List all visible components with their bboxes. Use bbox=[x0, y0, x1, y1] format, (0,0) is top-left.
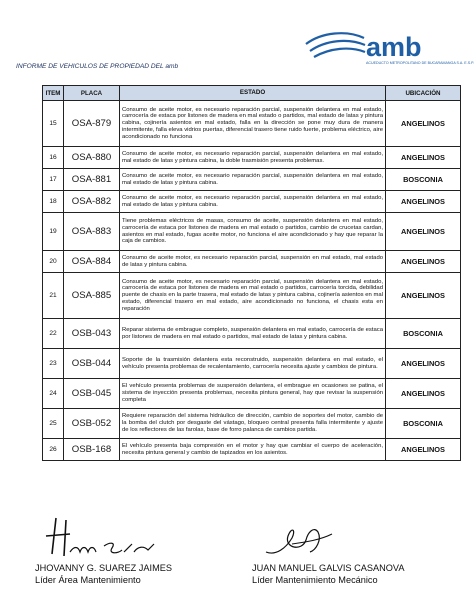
cell-estado: Consumo de aceite motor, es necesario reparación parcial, suspensión delantera en mal estado, mal estado de latas y pintura cabina, la doble trasmisión presenta problemas. bbox=[120, 147, 386, 169]
cell-ubicacion: ANGELINOS bbox=[386, 191, 461, 213]
cell-ubicacion: ANGELINOS bbox=[386, 213, 461, 251]
table-row bbox=[43, 147, 461, 169]
table-row bbox=[43, 251, 461, 273]
signature-name-1: JHOVANNY G. SUAREZ JAIMES bbox=[35, 563, 172, 573]
cell-item: 20 bbox=[43, 251, 64, 273]
cell-ubicacion: ANGELINOS bbox=[386, 349, 461, 379]
col-header-placa: PLACA bbox=[64, 86, 120, 101]
table-row bbox=[43, 439, 461, 461]
cell-item: 22 bbox=[43, 319, 64, 349]
cell-item: 23 bbox=[43, 349, 64, 379]
signature-suarez bbox=[36, 512, 156, 562]
cell-item: 24 bbox=[43, 379, 64, 409]
cell-ubicacion: ANGELINOS bbox=[386, 439, 461, 461]
table-row bbox=[43, 101, 461, 147]
signature-name-2: JUAN MANUEL GALVIS CASANOVA bbox=[252, 563, 405, 573]
cell-ubicacion: BOSCONIA bbox=[386, 319, 461, 349]
cell-estado: Tiene problemas eléctricos de masas, consumo de aceite, suspensión delantera en mal estado, carrocería de estaca por listones de madera en mal estado o partidos, cambio de crucetas cardan, asientos en mal estado, fugas aceite motor, no funciona el aire acondicionado y hay que reparar la caja de cambios. bbox=[120, 213, 386, 251]
cell-placa: OSA-879 bbox=[64, 101, 120, 147]
cell-estado: Consumo de aceite motor, es necesario reparación parcial, suspensión en mal estado, mal estado de latas y pintura cabina. bbox=[120, 251, 386, 273]
col-header-ubicacion: UBICACIÓN bbox=[386, 86, 461, 101]
signature-role-2: Líder Mantenimiento Mecánico bbox=[252, 575, 378, 585]
signature-role-1: Líder Área Mantenimiento bbox=[35, 575, 141, 585]
amb-logo bbox=[302, 24, 474, 76]
cell-ubicacion: ANGELINOS bbox=[386, 251, 461, 273]
cell-item: 21 bbox=[43, 273, 64, 319]
cell-item: 17 bbox=[43, 169, 64, 191]
cell-placa: OSB-044 bbox=[64, 349, 120, 379]
table-row bbox=[43, 319, 461, 349]
cell-item: 15 bbox=[43, 101, 64, 147]
cell-ubicacion: ANGELINOS bbox=[386, 147, 461, 169]
cell-ubicacion: BOSCONIA bbox=[386, 169, 461, 191]
table-row bbox=[43, 191, 461, 213]
cell-item: 18 bbox=[43, 191, 64, 213]
cell-estado: Consumo de aceite motor, es necesario reparación parcial, suspensión delantera en mal estado, carrocería de estaca por listones de madera en mal estado o partidos, mal estado de latas y pintura cabina, cojinería asientos en mal estado, falla en la dirección se pone muy dura de manera intermitente, falla eleva vidrios puertas, diferencial trasero tiene ruido fuerte, problema eléctrico, aire acondicionado no funciona bbox=[120, 101, 386, 147]
report-title: INFORME DE VEHICULOS DE PROPIEDAD DEL amb bbox=[16, 63, 179, 70]
table-row bbox=[43, 213, 461, 251]
table-header-row bbox=[43, 86, 461, 101]
signature-galvis bbox=[262, 522, 336, 560]
cell-placa: OSB-168 bbox=[64, 439, 120, 461]
cell-placa: OSB-045 bbox=[64, 379, 120, 409]
cell-estado: Consumo de aceite motor, es necesario reparación parcial, suspensión delantera en mal estado, carrocería de estaca por listones de madera en mal estado o partidos, carrocería torcida, debilidad puente de chasis en la parte trasera, mal estado de latas y pintura cabina, cojinería asientos en mal estado, diferencial trasero en mal estado, aire acondicionado no funciona, el chasis esta en reparación bbox=[120, 273, 386, 319]
table-row bbox=[43, 169, 461, 191]
cell-estado: El vehículo presenta baja compresión en el motor y hay que cambiar el cuerpo de aceleración, necesita pintura general y cambio de tapizados en los asientos. bbox=[120, 439, 386, 461]
table-row bbox=[43, 409, 461, 439]
cell-estado: Reparar sistema de embrague completo, suspensión delantera en mal estado, carrocería de estaca por listones de madera en mal estado o partidos, mal estado de latas y pintura cabina. bbox=[120, 319, 386, 349]
cell-estado: Consumo de aceite motor, es necesario reparación parcial, suspensión delantera en mal estado, mal estado de latas y pintura cabina. bbox=[120, 169, 386, 191]
cell-placa: OSA-884 bbox=[64, 251, 120, 273]
cell-placa: OSB-052 bbox=[64, 409, 120, 439]
cell-estado: Requiere reparación del sistema hidráulico de dirección, cambio de soportes del motor, cambio de la bomba del clutch por desgaste del vástago, bloqueo central presenta falla intermitente y ajuste de los reflectores de las farolas, base de forro palanca de cambios partida. bbox=[120, 409, 386, 439]
logo-wordmark: amb bbox=[366, 32, 422, 62]
cell-ubicacion: ANGELINOS bbox=[386, 273, 461, 319]
cell-ubicacion: ANGELINOS bbox=[386, 101, 461, 147]
col-header-item: ITEM bbox=[43, 86, 64, 101]
cell-estado: Soporte de la trasmisión delantera esta reconstruido, suspensión delantera en mal estado, el vehículo presenta problemas de recalentamiento, carrocería necesita ajuste y cambios de pintura. bbox=[120, 349, 386, 379]
cell-ubicacion: BOSCONIA bbox=[386, 409, 461, 439]
cell-item: 19 bbox=[43, 213, 64, 251]
cell-item: 26 bbox=[43, 439, 64, 461]
cell-placa: OSA-881 bbox=[64, 169, 120, 191]
cell-placa: OSB-043 bbox=[64, 319, 120, 349]
cell-item: 25 bbox=[43, 409, 64, 439]
col-header-estado: ESTADO bbox=[120, 86, 386, 101]
cell-estado: El vehículo presenta problemas de suspensión delantera, el embrague en ocasiones se patina, el sistema de inyección presenta problemas, necesita pintura general, hay que revisar la suspensión completa bbox=[120, 379, 386, 409]
table-row bbox=[43, 379, 461, 409]
cell-placa: OSA-880 bbox=[64, 147, 120, 169]
cell-item: 16 bbox=[43, 147, 64, 169]
cell-placa: OSA-882 bbox=[64, 191, 120, 213]
cell-placa: OSA-883 bbox=[64, 213, 120, 251]
table-row bbox=[43, 273, 461, 319]
table-row bbox=[43, 349, 461, 379]
vehicles-table bbox=[42, 85, 461, 461]
cell-placa: OSA-885 bbox=[64, 273, 120, 319]
logo-subtitle: ACUEDUCTO METROPOLITANO DE BUCARAMANGA S.A. E.S.P. bbox=[366, 61, 474, 65]
cell-estado: Consumo de aceite motor, es necesario reparación parcial, suspensión delantera en mal estado, mal estado de latas y pintura cabina. bbox=[120, 191, 386, 213]
cell-ubicacion: ANGELINOS bbox=[386, 379, 461, 409]
